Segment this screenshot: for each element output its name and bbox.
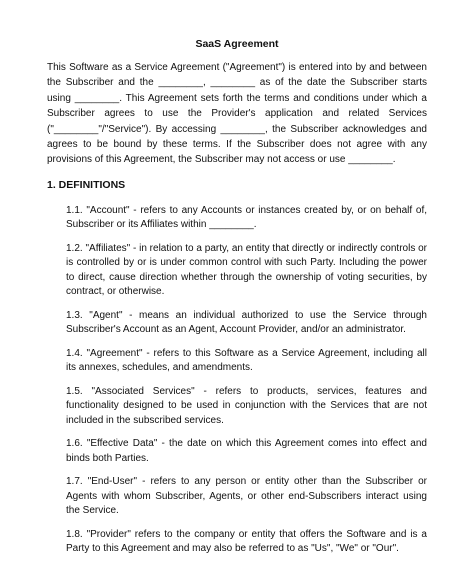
definition-item-agreement: 1.4. "Agreement" - refers to this Software as a Service Agreement, including all its annexes, schedules, and amendments. bbox=[66, 347, 427, 374]
section-heading-definitions: 1. DEFINITIONS bbox=[47, 179, 126, 191]
definition-item-account: 1.1. "Account" - refers to any Accounts or instances created by, or on behalf of, Subscriber or its Affiliates within ________. bbox=[66, 205, 427, 231]
document-title: SaaS Agreement bbox=[195, 38, 279, 50]
definitions-list bbox=[66, 204, 427, 566]
definition-item-provider: 1.8. "Provider" refers to the company or entity that offers the Software and is a Party to this Agreement and may also be referred to as "Us", "We" or "Our". bbox=[66, 528, 427, 555]
definition-item-affiliates: 1.2. "Affiliates" - in relation to a party, an entity that directly or indirectly controls or is controlled by or is under common control with such Party. Including the power to direct, cause direction whether through the ownership of voting securities, by contract, or otherwise. bbox=[66, 243, 427, 298]
definition-item-agent: 1.3. "Agent" - means an individual authorized to use the Service through Subscriber's Account as an Agent, Account Provider, and/or an administrator. bbox=[66, 309, 427, 336]
definition-item-associated-services: 1.5. "Associated Services" - refers to products, services, features and functionality designed to be used in conjunction with the Services that are not included in the subscribed services. bbox=[66, 385, 427, 426]
definition-item-effective-data: 1.6. "Effective Data" - the date on which this Agreement comes into effect and binds both Parties. bbox=[66, 438, 427, 464]
definition-item-end-user: 1.7. "End-User" - refers to any person or entity other than the Subscriber or Agents with whom Subscriber, Agents, or other end-Subscribers interact using the Service. bbox=[66, 476, 427, 517]
intro-paragraph: This Software as a Service Agreement ("Agreement") is entered into by and between the Subscriber and the ________, ________ as of the date the Subscriber starts using ________. This Agreement sets forth the terms and conditions under which a Subscriber agrees to use the Provider's application and related Services ("________"/"Service"). By accessing ________, the Subscriber acknowledges and agrees to be bound by these terms. If the Subscriber does not agree with any provisions of this Agreement, the Subscriber may not access or use ________. bbox=[47, 62, 427, 166]
